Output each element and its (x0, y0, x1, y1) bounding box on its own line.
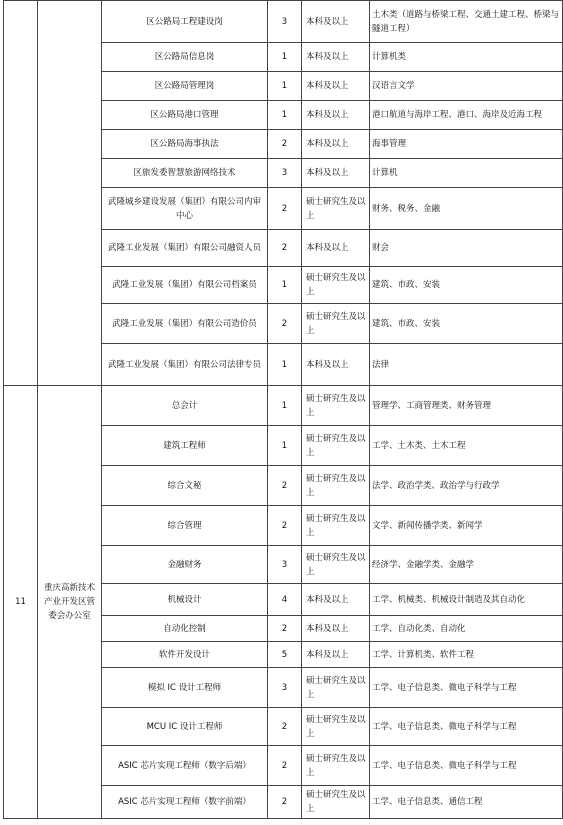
headcount: 3 (268, 546, 302, 584)
headcount: 2 (268, 616, 302, 642)
education-requirement: 硕士研究生及以上 (302, 708, 370, 746)
headcount: 1 (268, 426, 302, 466)
major-requirement: 法学、政治学类、政治学与行政学 (370, 466, 563, 506)
education-requirement: 硕士研究生及以上 (302, 386, 370, 426)
position-name: 区公路局信息岗 (102, 43, 268, 72)
major-requirement: 工学、计算机类、软件工程 (370, 642, 563, 668)
position-name: 区公路局港口管理 (102, 101, 268, 130)
education-requirement: 本科及以上 (302, 584, 370, 616)
education-requirement: 硕士研究生及以上 (302, 746, 370, 786)
major-requirement: 工学、电子信息类、微电子科学与工程 (370, 708, 563, 746)
recruitment-table (3, 0, 563, 819)
education-requirement: 本科及以上 (302, 1, 370, 43)
position-name: 区公路局工程建设岗 (102, 1, 268, 43)
headcount: 1 (268, 267, 302, 304)
group-number: 11 (4, 386, 38, 819)
position-name: ASIC 芯片实现工程师（数字前端） (102, 786, 268, 819)
major-requirement: 财会 (370, 230, 563, 267)
education-requirement: 本科及以上 (302, 101, 370, 130)
education-requirement: 本科及以上 (302, 130, 370, 159)
headcount: 1 (268, 101, 302, 130)
headcount: 3 (268, 159, 302, 188)
major-requirement: 港口航道与海岸工程、港口、海岸及近海工程 (370, 101, 563, 130)
position-name: 武隆工业发展（集团）有限公司法律专员 (102, 344, 268, 386)
table-row (4, 1, 563, 43)
headcount: 1 (268, 386, 302, 426)
education-requirement: 本科及以上 (302, 616, 370, 642)
major-requirement: 经济学、金融学类、金融学 (370, 546, 563, 584)
position-name: 武隆工业发展（集团）有限公司融资人员 (102, 230, 268, 267)
major-requirement: 工学、电子信息类、微电子科学与工程 (370, 668, 563, 708)
education-requirement: 硕士研究生及以上 (302, 267, 370, 304)
education-requirement: 硕士研究生及以上 (302, 786, 370, 819)
position-name: 综合管理 (102, 506, 268, 546)
major-requirement: 计算机类 (370, 43, 563, 72)
education-requirement: 硕士研究生及以上 (302, 304, 370, 344)
position-name: 区公路局管理岗 (102, 72, 268, 101)
major-requirement: 工学、自动化类、自动化 (370, 616, 563, 642)
education-requirement: 硕士研究生及以上 (302, 466, 370, 506)
position-name: 软件开发设计 (102, 642, 268, 668)
headcount: 1 (268, 72, 302, 101)
hiring-unit (38, 1, 102, 386)
education-requirement: 本科及以上 (302, 642, 370, 668)
group-number (4, 1, 38, 386)
headcount: 2 (268, 786, 302, 819)
major-requirement: 财务、税务、金融 (370, 188, 563, 230)
major-requirement: 建筑、市政、安装 (370, 267, 563, 304)
headcount: 1 (268, 344, 302, 386)
headcount: 2 (268, 708, 302, 746)
major-requirement: 汉语言文学 (370, 72, 563, 101)
hiring-unit: 重庆高新技术产业开发区管委会办公室 (38, 386, 102, 819)
education-requirement: 硕士研究生及以上 (302, 668, 370, 708)
headcount: 3 (268, 668, 302, 708)
headcount: 2 (268, 746, 302, 786)
position-name: 机械设计 (102, 584, 268, 616)
position-name: 自动化控制 (102, 616, 268, 642)
education-requirement: 本科及以上 (302, 230, 370, 267)
position-name: MCU IC 设计工程师 (102, 708, 268, 746)
position-name: 武隆工业发展（集团）有限公司档案员 (102, 267, 268, 304)
position-name: 武隆工业发展（集团）有限公司造价员 (102, 304, 268, 344)
education-requirement: 本科及以上 (302, 43, 370, 72)
headcount: 2 (268, 188, 302, 230)
position-name: 金融财务 (102, 546, 268, 584)
major-requirement: 工学、电子信息类、微电子科学与工程 (370, 746, 563, 786)
table-body (4, 1, 563, 819)
education-requirement: 硕士研究生及以上 (302, 546, 370, 584)
table-row (4, 386, 563, 426)
position-name: 区公路局海事执法 (102, 130, 268, 159)
major-requirement: 管理学、工商管理类、财务管理 (370, 386, 563, 426)
position-name: 建筑工程师 (102, 426, 268, 466)
headcount: 2 (268, 230, 302, 267)
major-requirement: 工学、机械类、机械设计制造及其自动化 (370, 584, 563, 616)
major-requirement: 建筑、市政、安装 (370, 304, 563, 344)
headcount: 2 (268, 466, 302, 506)
headcount: 5 (268, 642, 302, 668)
headcount: 2 (268, 506, 302, 546)
position-name: 总会计 (102, 386, 268, 426)
education-requirement: 硕士研究生及以上 (302, 426, 370, 466)
education-requirement: 本科及以上 (302, 159, 370, 188)
major-requirement: 土木类（道路与桥梁工程、交通土建工程、桥梁与隧道工程） (370, 1, 563, 43)
position-name: 区旅发委智慧旅游网络技术 (102, 159, 268, 188)
major-requirement: 文学、新闻传播学类、新闻学 (370, 506, 563, 546)
headcount: 1 (268, 43, 302, 72)
position-name: 模拟 IC 设计工程师 (102, 668, 268, 708)
headcount: 3 (268, 1, 302, 43)
education-requirement: 硕士研究生及以上 (302, 506, 370, 546)
education-requirement: 本科及以上 (302, 344, 370, 386)
education-requirement: 硕士研究生及以上 (302, 188, 370, 230)
position-name: ASIC 芯片实现工程师（数字后端） (102, 746, 268, 786)
position-name: 综合文秘 (102, 466, 268, 506)
position-name: 武隆城乡建设发展（集团）有限公司内审中心 (102, 188, 268, 230)
headcount: 2 (268, 304, 302, 344)
major-requirement: 计算机 (370, 159, 563, 188)
headcount: 2 (268, 130, 302, 159)
major-requirement: 法律 (370, 344, 563, 386)
major-requirement: 海事管理 (370, 130, 563, 159)
education-requirement: 本科及以上 (302, 72, 370, 101)
major-requirement: 工学、土木类、土木工程 (370, 426, 563, 466)
headcount: 4 (268, 584, 302, 616)
major-requirement: 工学、电子信息类、通信工程 (370, 786, 563, 819)
